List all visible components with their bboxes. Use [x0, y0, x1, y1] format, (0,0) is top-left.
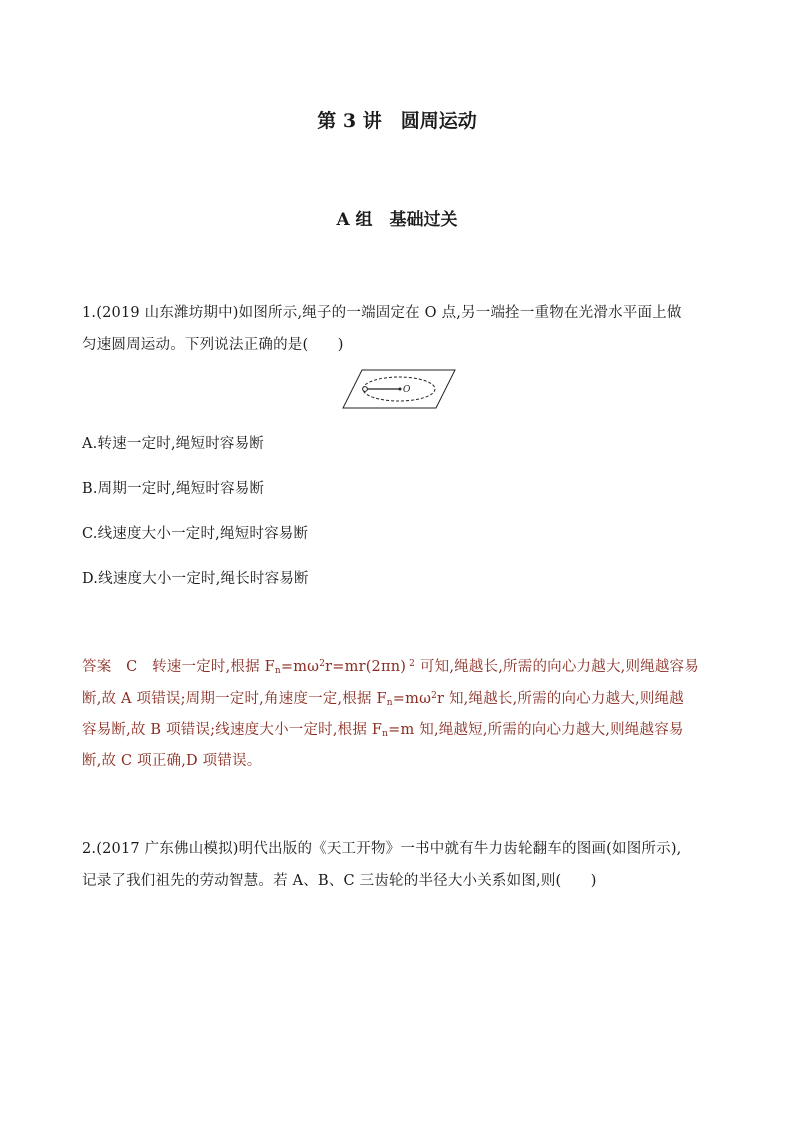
option-d: D.线速度大小一定时,绳长时容易断 — [82, 571, 309, 587]
weight-object — [363, 387, 368, 392]
section-heading: A 组 基础过关 — [336, 210, 458, 230]
question-2-line-1: 2.(2017 广东佛山模拟)明代出版的《天工开物》一书中就有牛力齿轮翻车的图画(如图所示), — [82, 841, 682, 857]
answer-line-2: 断,故 A 项错误;周期一定时,角速度一定,根据 $F_n=m\omega^2r$ 知,绳越长,所需的向心力越大,则绳越 — [82, 691, 684, 708]
plane-diagram — [342, 368, 456, 410]
answer-line-1: 答案 C 转速一定时,根据 $F_n=m\omega^2r=mr(2\pi n)$ $^2$ 可知,绳越长,所需的向心力越大,则绳越容易 — [82, 659, 699, 676]
question-2-line-2: 记录了我们祖先的劳动智慧。若 A、B、C 三齿轮的半径大小关系如图,则( ) — [82, 873, 597, 889]
option-b: B.周期一定时,绳短时容易断 — [82, 481, 265, 497]
question-1-line-2: 匀速圆周运动。下列说法正确的是( ) — [82, 337, 344, 353]
circular-motion-figure — [342, 368, 456, 410]
option-a: A.转速一定时,绳短时容易断 — [82, 436, 264, 452]
page-title: 第 3 讲 圆周运动 — [317, 110, 477, 132]
answer-line-4: 断,故 C 项正确,D 项错误。 — [82, 753, 262, 769]
center-label: O — [403, 385, 411, 395]
answer-line-3: 容易断,故 B 项错误;线速度大小一定时,根据 $F_n=m$ 知,绳越短,所需的向心力越大,则绳越容易 — [82, 722, 684, 739]
option-c: C.线速度大小一定时,绳短时容易断 — [82, 526, 309, 542]
question-1-line-1: 1.(2019 山东潍坊期中)如图所示,绳子的一端固定在 O 点,另一端拴一重物在光滑水平面上做 — [82, 305, 682, 321]
center-point — [399, 388, 402, 391]
